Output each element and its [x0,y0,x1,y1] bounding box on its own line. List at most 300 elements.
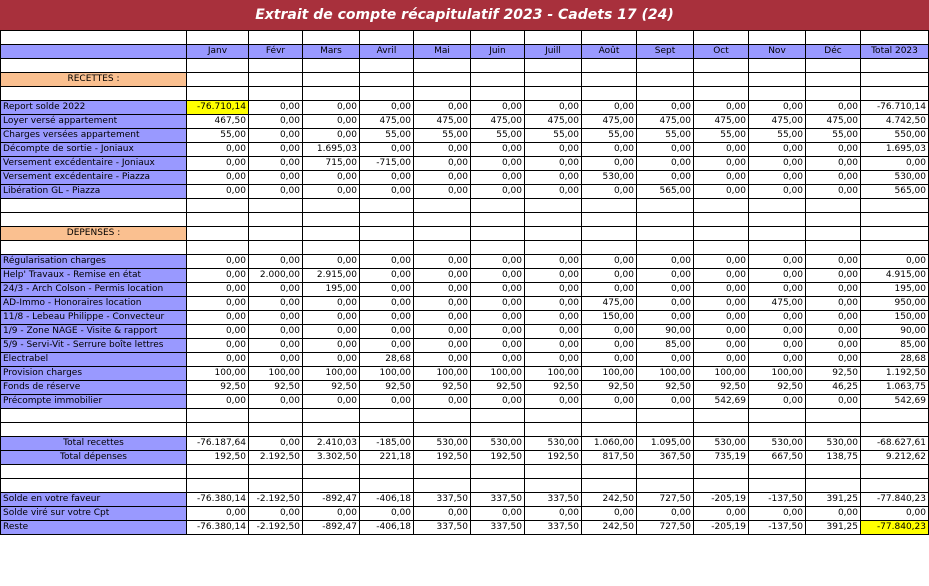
value-cell: 0,00 [471,507,525,521]
empty-cell [694,213,749,227]
value-cell: 0,00 [582,339,637,353]
table-row [1,297,929,311]
value-cell: 0,00 [582,101,637,115]
empty-cell [806,213,861,227]
value-cell: 0,00 [749,395,806,409]
value-cell: 0,00 [749,325,806,339]
value-cell: 55,00 [806,129,861,143]
value-cell: -2.192,50 [249,493,303,507]
value-cell: 0,00 [471,311,525,325]
value-cell: -76.187,64 [187,437,249,451]
empty-cell [187,87,249,101]
value-cell: 2.410,03 [303,437,360,451]
row-label: 11/8 - Lebeau Philippe - Convecteur [1,311,187,325]
table-row [1,437,929,451]
empty-cell [471,59,525,73]
value-cell: 90,00 [861,325,929,339]
empty-cell [249,73,303,87]
value-cell: 0,00 [694,255,749,269]
table-row [1,451,929,465]
value-cell: 0,00 [471,171,525,185]
value-cell: -68.627,61 [861,437,929,451]
value-cell: 0,00 [249,143,303,157]
value-cell: 0,00 [806,339,861,353]
value-cell: 0,00 [525,143,582,157]
empty-cell [749,479,806,493]
value-cell: 0,00 [861,255,929,269]
column-header: Juin [471,45,525,59]
empty-cell [582,199,637,213]
value-cell: 92,50 [749,381,806,395]
value-cell: 0,00 [694,157,749,171]
value-cell: 0,00 [582,283,637,297]
account-table [0,30,929,535]
value-cell: -77.840,23 [861,493,929,507]
value-cell: 55,00 [749,129,806,143]
value-cell: 0,00 [187,171,249,185]
value-cell: 0,00 [806,395,861,409]
value-cell: 0,00 [749,171,806,185]
value-cell: 0,00 [187,325,249,339]
value-cell: -406,18 [360,493,414,507]
value-cell: 0,00 [471,157,525,171]
value-cell: 1.192,50 [861,367,929,381]
value-cell: 337,50 [525,493,582,507]
value-cell: 55,00 [471,129,525,143]
spacer-row [1,423,929,437]
empty-cell [303,199,360,213]
value-cell: 0,00 [414,311,471,325]
value-cell: 0,00 [806,507,861,521]
empty-cell [414,213,471,227]
value-cell: 0,00 [249,101,303,115]
header-corner-cell [1,45,187,59]
table-row [1,367,929,381]
value-cell: 0,00 [694,171,749,185]
value-cell: 0,00 [471,255,525,269]
value-cell: 92,50 [471,381,525,395]
value-cell: 0,00 [360,101,414,115]
empty-cell [637,73,694,87]
value-cell: 950,00 [861,297,929,311]
value-cell: 0,00 [360,171,414,185]
value-cell: 92,50 [637,381,694,395]
value-cell: 92,50 [360,381,414,395]
column-header: Oct [694,45,749,59]
value-cell: 0,00 [414,395,471,409]
row-label: Total recettes [1,437,187,451]
empty-cell [637,87,694,101]
value-cell: 0,00 [525,185,582,199]
empty-cell [360,73,414,87]
value-cell: 0,00 [360,255,414,269]
spacer-row [1,479,929,493]
table-row [1,353,929,367]
value-cell: 0,00 [749,185,806,199]
empty-cell [471,409,525,423]
table-row [1,493,929,507]
value-cell: 0,00 [249,507,303,521]
sheet-title: Extrait de compte récapitulatif 2023 - Cadets 17 (24) [0,0,929,30]
column-header: Févr [249,45,303,59]
value-cell: 85,00 [861,339,929,353]
value-cell: 0,00 [525,269,582,283]
value-cell: 0,00 [303,507,360,521]
value-cell: 0,00 [414,269,471,283]
value-cell: 0,00 [187,157,249,171]
value-cell: 727,50 [637,521,694,535]
value-cell: 0,00 [187,395,249,409]
value-cell: 715,00 [303,157,360,171]
value-cell: 4.915,00 [861,269,929,283]
empty-cell [303,241,360,255]
value-cell: -77.840,23 [861,521,929,535]
empty-cell [303,423,360,437]
value-cell: 150,00 [582,311,637,325]
empty-cell [1,479,187,493]
empty-cell [582,479,637,493]
value-cell: 1.060,00 [582,437,637,451]
value-cell: 28,68 [861,353,929,367]
empty-cell [187,199,249,213]
empty-cell [694,465,749,479]
empty-cell [471,199,525,213]
value-cell: 0,00 [525,311,582,325]
value-cell: 0,00 [303,311,360,325]
value-cell: 0,00 [249,171,303,185]
spacer-row [1,59,929,73]
value-cell: -406,18 [360,521,414,535]
empty-cell [303,73,360,87]
empty-cell [806,465,861,479]
value-cell: -76.710,14 [187,101,249,115]
value-cell: 0,00 [525,297,582,311]
value-cell: 0,00 [360,339,414,353]
empty-cell [525,73,582,87]
column-header: Avril [360,45,414,59]
row-label: 5/9 - Servi-Vit - Serrure boîte lettres [1,339,187,353]
value-cell: -137,50 [749,521,806,535]
value-cell: 475,00 [525,115,582,129]
value-cell: 0,00 [187,297,249,311]
value-cell: 92,50 [806,367,861,381]
row-label: Total dépenses [1,451,187,465]
value-cell: 0,00 [806,325,861,339]
empty-cell [360,213,414,227]
empty-cell [861,409,929,423]
value-cell: 0,00 [637,283,694,297]
empty-cell [1,241,187,255]
value-cell: 2.000,00 [249,269,303,283]
empty-cell [187,73,249,87]
value-cell: -76.380,14 [187,521,249,535]
value-cell: 0,00 [414,185,471,199]
value-cell: 0,00 [414,507,471,521]
value-cell: 0,00 [360,283,414,297]
empty-cell [303,465,360,479]
value-cell: 0,00 [694,311,749,325]
section-recettes [1,73,929,87]
value-cell: -185,00 [360,437,414,451]
empty-cell [749,31,806,45]
empty-cell [582,227,637,241]
value-cell: 530,00 [806,437,861,451]
value-cell: 0,00 [637,171,694,185]
value-cell: 0,00 [582,185,637,199]
empty-cell [414,227,471,241]
empty-cell [637,227,694,241]
empty-cell [249,465,303,479]
empty-cell [187,479,249,493]
value-cell: 0,00 [414,339,471,353]
value-cell: 90,00 [637,325,694,339]
empty-cell [861,199,929,213]
value-cell: 1.695,03 [861,143,929,157]
value-cell: 0,00 [303,395,360,409]
value-cell: -137,50 [749,493,806,507]
value-cell: 0,00 [806,171,861,185]
empty-cell [471,73,525,87]
row-label: Electrabel [1,353,187,367]
empty-cell [525,31,582,45]
row-label: Report solde 2022 [1,101,187,115]
value-cell: 0,00 [694,507,749,521]
row-label: Reste [1,521,187,535]
empty-cell [582,31,637,45]
value-cell: 0,00 [471,269,525,283]
value-cell: 542,69 [861,395,929,409]
empty-cell [414,199,471,213]
value-cell: 817,50 [582,451,637,465]
value-cell: 0,00 [806,185,861,199]
value-cell: 0,00 [303,297,360,311]
value-cell: 530,00 [471,437,525,451]
value-cell: 0,00 [582,157,637,171]
value-cell: 0,00 [414,101,471,115]
value-cell: 0,00 [249,339,303,353]
value-cell: 100,00 [303,367,360,381]
value-cell: 565,00 [861,185,929,199]
empty-cell [414,31,471,45]
section-depenses [1,227,929,241]
empty-cell [471,87,525,101]
value-cell: -892,47 [303,493,360,507]
value-cell: 0,00 [749,255,806,269]
value-cell: 0,00 [694,143,749,157]
empty-cell [861,479,929,493]
value-cell: 0,00 [749,157,806,171]
empty-cell [187,241,249,255]
empty-cell [861,465,929,479]
empty-cell [525,199,582,213]
value-cell: 337,50 [414,493,471,507]
sheet-body [1,31,929,535]
empty-cell [249,423,303,437]
value-cell: 0,00 [249,255,303,269]
value-cell: 667,50 [749,451,806,465]
value-cell: 0,00 [694,101,749,115]
value-cell: 0,00 [861,157,929,171]
value-cell: 192,50 [187,451,249,465]
value-cell: 0,00 [249,283,303,297]
empty-cell [187,31,249,45]
empty-cell [414,479,471,493]
value-cell: 0,00 [749,353,806,367]
value-cell: 530,00 [749,437,806,451]
value-cell: 0,00 [582,255,637,269]
spacer-row [1,31,929,45]
value-cell: 0,00 [861,507,929,521]
section-label: DEPENSES : [1,227,187,241]
value-cell: 55,00 [694,129,749,143]
spacer-row [1,199,929,213]
value-cell: 0,00 [637,353,694,367]
empty-cell [749,87,806,101]
empty-cell [360,409,414,423]
value-cell: 0,00 [749,101,806,115]
value-cell: 0,00 [414,353,471,367]
empty-cell [525,213,582,227]
empty-cell [806,199,861,213]
value-cell: 0,00 [360,325,414,339]
empty-cell [694,73,749,87]
row-label: Libération GL - Piazza [1,185,187,199]
empty-cell [525,59,582,73]
value-cell: 0,00 [637,101,694,115]
empty-cell [1,31,187,45]
empty-cell [414,423,471,437]
empty-cell [861,241,929,255]
value-cell: 0,00 [806,269,861,283]
value-cell: 0,00 [582,269,637,283]
value-cell: 0,00 [471,339,525,353]
column-header: Janv [187,45,249,59]
value-cell: 0,00 [360,395,414,409]
table-row [1,115,929,129]
value-cell: 0,00 [525,339,582,353]
value-cell: 0,00 [525,283,582,297]
table-row [1,185,929,199]
value-cell: 0,00 [694,353,749,367]
value-cell: 100,00 [414,367,471,381]
empty-cell [249,59,303,73]
empty-cell [582,241,637,255]
value-cell: 85,00 [637,339,694,353]
value-cell: 55,00 [187,129,249,143]
empty-cell [806,479,861,493]
empty-cell [471,213,525,227]
value-cell: 0,00 [806,101,861,115]
row-label: Solde en votre faveur [1,493,187,507]
column-header: Août [582,45,637,59]
row-label: 1/9 - Zone NAGE - Visite & rapport [1,325,187,339]
value-cell: 92,50 [694,381,749,395]
empty-cell [187,465,249,479]
column-header: Juill [525,45,582,59]
value-cell: -205,19 [694,493,749,507]
table-row [1,521,929,535]
value-cell: 0,00 [187,255,249,269]
empty-cell [249,213,303,227]
value-cell: 0,00 [303,339,360,353]
value-cell: 0,00 [414,143,471,157]
value-cell: 0,00 [694,325,749,339]
empty-cell [187,59,249,73]
value-cell: 192,50 [525,451,582,465]
value-cell: 0,00 [749,283,806,297]
value-cell: 0,00 [303,325,360,339]
value-cell: 100,00 [187,367,249,381]
value-cell: 0,00 [249,311,303,325]
empty-cell [249,241,303,255]
table-row [1,143,929,157]
value-cell: 0,00 [187,311,249,325]
empty-cell [694,59,749,73]
empty-cell [1,199,187,213]
column-header: Mai [414,45,471,59]
value-cell: 100,00 [749,367,806,381]
empty-cell [1,59,187,73]
value-cell: 475,00 [360,115,414,129]
value-cell: 2.915,00 [303,269,360,283]
value-cell: 0,00 [694,297,749,311]
value-cell: 0,00 [249,325,303,339]
empty-cell [303,31,360,45]
value-cell: 0,00 [414,157,471,171]
value-cell: 0,00 [637,255,694,269]
table-row [1,101,929,115]
table-row [1,269,929,283]
empty-cell [694,87,749,101]
value-cell: 0,00 [471,101,525,115]
value-cell: 92,50 [187,381,249,395]
value-cell: 391,25 [806,521,861,535]
empty-cell [749,409,806,423]
empty-cell [582,59,637,73]
column-header: Total 2023 [861,45,929,59]
value-cell: 0,00 [187,185,249,199]
spacer-row [1,465,929,479]
row-label: Versement excédentaire - Piazza [1,171,187,185]
value-cell: 0,00 [471,325,525,339]
value-cell: 0,00 [249,115,303,129]
value-cell: 0,00 [582,143,637,157]
empty-cell [360,241,414,255]
row-label: Décompte de sortie - Joniaux [1,143,187,157]
column-header: Sept [637,45,694,59]
value-cell: 0,00 [187,339,249,353]
value-cell: 192,50 [471,451,525,465]
value-cell: 100,00 [637,367,694,381]
empty-cell [749,73,806,87]
value-cell: 92,50 [249,381,303,395]
value-cell: 0,00 [637,507,694,521]
empty-cell [694,423,749,437]
empty-cell [1,409,187,423]
empty-cell [360,479,414,493]
value-cell: 0,00 [582,353,637,367]
empty-cell [694,199,749,213]
value-cell: 0,00 [249,395,303,409]
value-cell: 0,00 [360,143,414,157]
empty-cell [471,479,525,493]
value-cell: 391,25 [806,493,861,507]
value-cell: 28,68 [360,353,414,367]
value-cell: 92,50 [303,381,360,395]
empty-cell [360,59,414,73]
column-header: Nov [749,45,806,59]
value-cell: 0,00 [249,157,303,171]
